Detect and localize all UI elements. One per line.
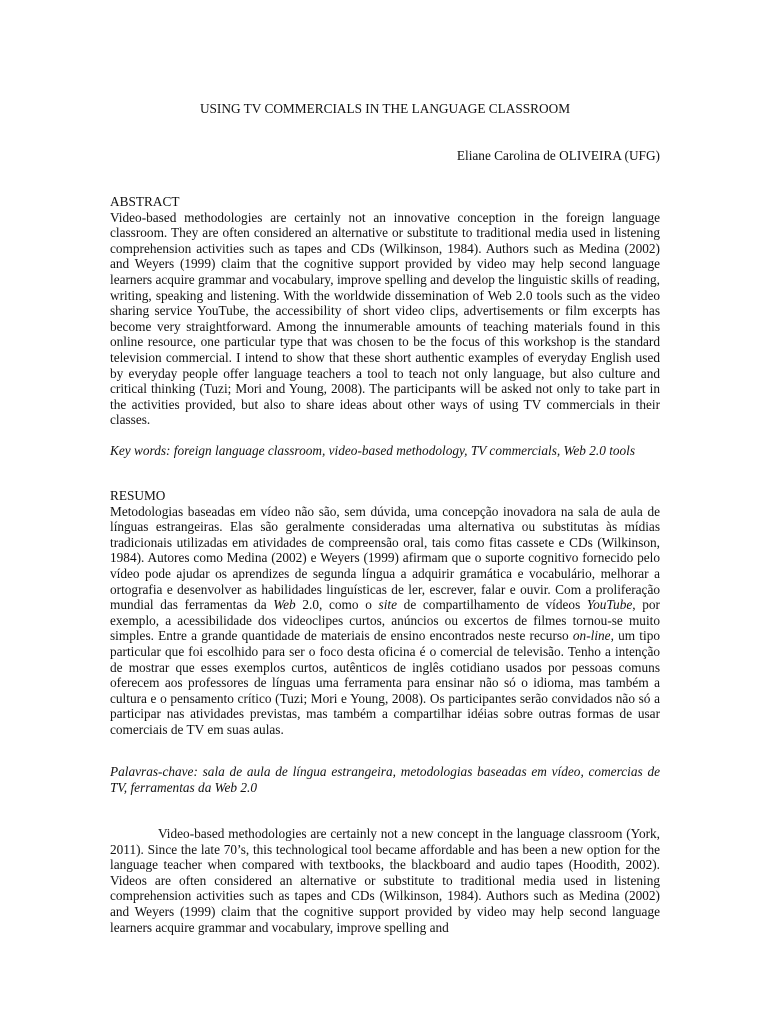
resumo-part-2: 2.0, como o — [295, 597, 379, 613]
author-line: Eliane Carolina de OLIVEIRA (UFG) — [456, 148, 660, 163]
keywords-section — [110, 443, 660, 459]
resumo-heading: RESUMO — [110, 488, 166, 503]
keywords-text: Key words: foreign language classroom, video-based methodology, TV commercials, Web 2.0 tools — [110, 443, 636, 458]
body-paragraph: Video-based methodologies are certainly not a new concept in the language classroom (York, 2011). Since the late 70’s, this technological tool became affordable and has been a new option for the language teacher when compared with textbooks, the blackboard and audio tapes (Hoodith, 2002). Videos are often considered an alternative or substitute to traditional media used in listening comprehension activities such as tapes and CDs (Wilkinson, 1984). Authors such as Medina (2002) and Weyers (1999) claim that the cognitive support provided by video may help second language learners acquire grammar and vocabulary, improve spelling and — [110, 826, 660, 935]
palavras-chave-section — [110, 764, 660, 795]
body-section — [110, 826, 660, 935]
paper-title: USING TV COMMERCIALS IN THE LANGUAGE CLASSROOM — [199, 101, 571, 116]
resumo-part-5: , um tipo particular que foi escolhido para ser o foco desta oficina é o comercial de televisão. Tenho a intenção de mostrar que esses exemplos curtos, autênticos de inglês cotidiano usados por pessoas comuns oferecem aos professores de línguas uma ferramenta para ensinar não só o idioma, mas também a cultura e o pensamento crítico (Tuzi; Mori e Young, 2008). Os participantes serão convidados não só a participar nas atividades previstas, mas também a compartilhar idéias sobre outras formas de usar comerciais de TV em suas aulas. — [110, 628, 660, 737]
resumo-site-term: site — [378, 597, 397, 613]
resumo-part-1: Metodologias baseadas em vídeo não são, sem dúvida, uma concepção inovadora na sala de aula de línguas estrangeiras. Elas são geralmente consideradas uma alternativa ou substitutas às mídias tradicionais utilizadas em atividades de compreensão oral, tais como fitas cassete e CDs (Wilkinson, 1984). Autores como Medina (2002) e Weyers (1999) afirmam que o suporte cognitivo fornecido pelo vídeo pode ajudar os aprendizes de segunda língua a adquirir gramática e vocabulário, melhorar a ortografia e desenvolver as habilidades linguísticas de ler, escrever, falar e ouvir. Com a proliferação mundial das ferramentas da — [110, 503, 660, 613]
abstract-section — [110, 194, 660, 428]
resumo-web-term: Web — [273, 597, 296, 613]
abstract-heading: ABSTRACT — [110, 194, 180, 209]
resumo-part-4: , por exemplo, a acessibilidade dos videoclipes curtos, anúncios ou excertos de filmes tornou-se muito simples. Entre a grande quantidade de materiais de ensino encontrados neste recurso — [110, 597, 660, 644]
resumo-online-term: on-line — [572, 628, 611, 644]
abstract-text: Video-based methodologies are certainly not an innovative conception in the foreign language classroom. They are often considered an alternative or substitute to traditional media used in listening comprehension activities such as tapes and CDs (Wilkinson, 1984). Authors such as Medina (2002) and Weyers (1999) claim that the cognitive support provided by video may help second language learners acquire grammar and vocabulary, improve spelling and develop the linguistic skills of reading, writing, speaking and listening. With the worldwide dissemination of Web 2.0 tools such as the video sharing service YouTube, the accessibility of short video clips, advertisements or film excerpts has become very straightforward. Among the innumerable amounts of teaching materials found in this online resource, one particular type that was chosen to be the focus of this workshop is the standard television commercial. I intend to show that these short authentic examples of everyday English used by everyday people offer language teachers a tool to teach not only language, but also culture and critical thinking (Tuzi; Mori and Young, 2008). The participants will be asked not only to take part in the activities provided, but also to share ideas about other ways of using TV commercials in their classes. — [110, 209, 660, 428]
resumo-section — [110, 488, 660, 738]
palavras-chave-text: Palavras-chave: sala de aula de língua estrangeira, metodologias baseadas em vídeo, comercias de TV, ferramentas da Web 2.0 — [110, 764, 660, 795]
resumo-youtube-term: YouTube — [586, 597, 633, 613]
resumo-part-3: de compartilhamento de vídeos — [397, 597, 587, 613]
resumo-text — [110, 504, 660, 738]
